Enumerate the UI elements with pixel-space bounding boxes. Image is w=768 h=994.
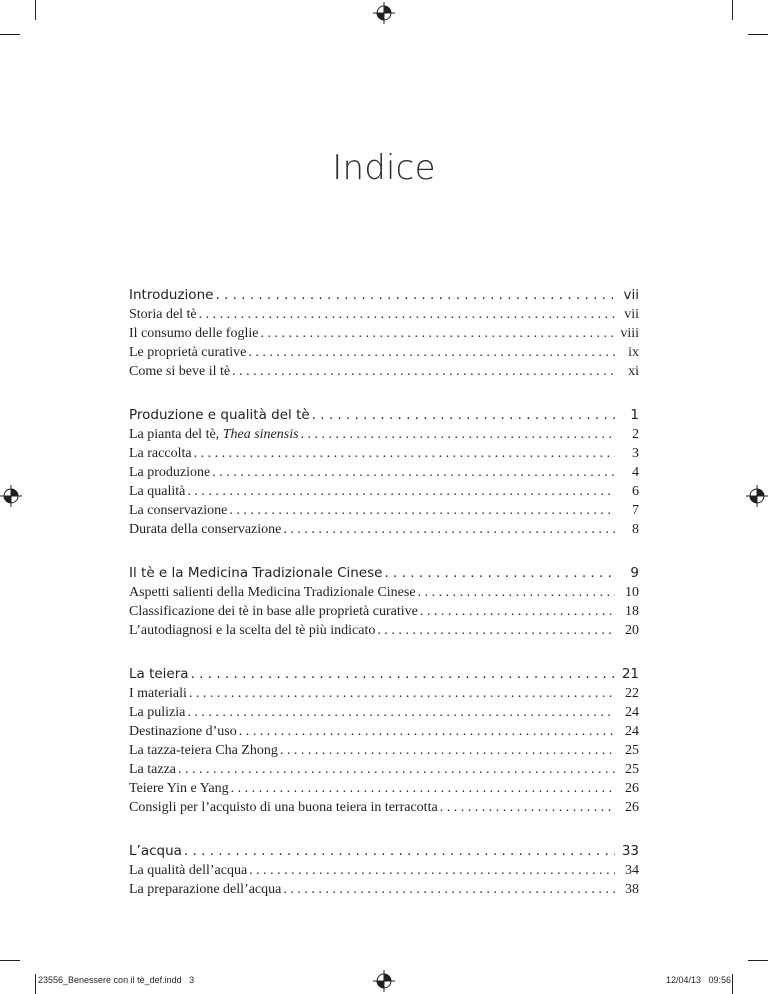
toc-entry-label-italic: Thea sinensis (222, 427, 299, 442)
toc-page-number: 18 (625, 604, 639, 619)
crop-mark-bottom-right-h (748, 960, 768, 961)
toc-entry[interactable] (129, 482, 639, 501)
toc-entry-label (129, 779, 229, 798)
toc-entry[interactable] (129, 741, 639, 760)
toc-entry-label (129, 362, 230, 381)
toc-entry-label (129, 722, 237, 741)
toc-page-number: 1 (630, 407, 639, 423)
toc-entry-label (129, 798, 438, 817)
dot-leader (212, 463, 615, 482)
toc-entry[interactable] (129, 425, 639, 444)
dot-leader (418, 583, 615, 602)
toc-chapter-entry[interactable] (129, 665, 639, 684)
registration-mark-icon (373, 2, 395, 24)
toc-entry-label-text: Il consumo delle foglie (129, 326, 259, 341)
dot-leader (231, 779, 615, 798)
toc-entry-label (129, 880, 281, 899)
dot-leader (377, 621, 615, 640)
toc-entry-label-text: I materiali (129, 686, 187, 701)
toc-page-number: 26 (625, 781, 639, 796)
toc-entry-label (129, 564, 382, 583)
toc-entry[interactable] (129, 520, 639, 539)
toc-entry-label (129, 861, 247, 880)
toc-entry[interactable] (129, 444, 639, 463)
page-title: Indice (332, 148, 436, 188)
toc-page-number: 33 (621, 843, 639, 859)
toc-entry-label (129, 324, 258, 343)
toc-entry-label (129, 665, 189, 684)
toc-entry-label (129, 684, 187, 703)
toc-entry-label-text: La preparazione dell’acqua (129, 882, 282, 897)
toc-chapter-entry[interactable] (129, 842, 639, 861)
toc-entry[interactable] (129, 621, 639, 640)
dot-leader (283, 880, 615, 899)
toc-entry-label-text: Introduzione (129, 287, 214, 303)
toc-entry-label (129, 305, 197, 324)
dot-leader (420, 602, 615, 621)
toc-entry-label-text: Le proprietà curative (129, 345, 247, 360)
toc-entry-label-text: La conservazione (129, 503, 228, 518)
toc-entry-label-text: Classificazione dei tè in base alle proprietà curative (129, 604, 418, 619)
toc-chapter-entry[interactable] (129, 286, 639, 305)
toc-entry-label (129, 703, 185, 722)
toc-entry-label-text: La pulizia (129, 705, 186, 720)
dot-leader (312, 406, 615, 425)
registration-mark-icon (373, 970, 395, 992)
dot-leader (191, 665, 615, 684)
dot-leader (384, 564, 615, 583)
toc-entry[interactable] (129, 324, 639, 343)
toc-entry-label (129, 741, 278, 760)
toc-page-number: 22 (625, 686, 639, 701)
toc-entry[interactable] (129, 602, 639, 621)
toc-entry-label (129, 406, 310, 425)
toc-page-number: 4 (632, 465, 639, 480)
toc-entry-label-text: La raccolta (129, 446, 192, 461)
toc-entry-label-text: Durata della conservazione (129, 522, 282, 537)
dot-leader (215, 286, 615, 305)
toc-section (129, 665, 639, 817)
dot-leader (280, 741, 615, 760)
registration-mark-icon (746, 485, 768, 507)
toc-entry-label (129, 482, 185, 501)
toc-entry-label (129, 602, 418, 621)
toc-entry[interactable] (129, 861, 639, 880)
toc-section (129, 842, 639, 899)
toc-page-number: 34 (625, 863, 639, 878)
toc-entry-label-text: Produzione e qualità del tè (129, 407, 310, 423)
toc-page-number: vii (624, 307, 639, 322)
toc-entry-label-text: Destinazione d’uso (129, 724, 237, 739)
toc-page-number: xi (628, 364, 639, 379)
toc-section (129, 406, 639, 539)
toc-entry[interactable] (129, 703, 639, 722)
table-of-contents (129, 286, 639, 924)
dot-leader (239, 722, 615, 741)
toc-page-number: 10 (625, 585, 639, 600)
toc-entry-label-text: La tazza-teiera Cha Zhong (129, 743, 278, 758)
toc-entry[interactable] (129, 779, 639, 798)
dot-leader (189, 684, 615, 703)
toc-entry[interactable] (129, 684, 639, 703)
toc-page-number: 8 (632, 522, 639, 537)
dot-leader (199, 305, 615, 324)
toc-entry-label (129, 760, 176, 779)
crop-mark-top-right-v (732, 0, 733, 20)
toc-entry-label (129, 520, 281, 539)
toc-page-number: 7 (632, 503, 639, 518)
toc-entry-label-text: Aspetti salienti della Medicina Tradizionale Cinese (129, 585, 416, 600)
dot-leader (187, 482, 615, 501)
toc-entry-label-text: La qualità dell’acqua (129, 863, 248, 878)
dot-leader (440, 798, 615, 817)
crop-mark-top-left-v (35, 0, 36, 20)
toc-entry-label (129, 621, 375, 640)
crop-mark-bottom-right-v (732, 974, 733, 994)
toc-entry-label-text: La produzione (129, 465, 211, 480)
toc-entry-label-text: Come si beve il tè (129, 364, 231, 379)
toc-entry-label (129, 501, 227, 520)
toc-page-number: 2 (632, 427, 639, 442)
toc-entry[interactable] (129, 880, 639, 899)
toc-entry[interactable] (129, 305, 639, 324)
crop-mark-bottom-left-v (35, 974, 36, 994)
toc-entry-label-text: La qualità (129, 484, 186, 499)
toc-entry[interactable] (129, 798, 639, 817)
toc-page-number: 25 (625, 743, 639, 758)
toc-entry-label (129, 425, 299, 444)
footer-file-name: 23556_Benessere con il tè_def.indd 3 (38, 975, 195, 985)
toc-section (129, 564, 639, 640)
toc-entry[interactable] (129, 722, 639, 741)
toc-entry-label (129, 842, 182, 861)
toc-chapter-entry[interactable] (129, 564, 639, 583)
dot-leader (248, 343, 615, 362)
toc-entry-label-text: Il tè e la Medicina Tradizionale Cinese (129, 565, 383, 581)
dot-leader (260, 324, 615, 343)
dot-leader (232, 362, 615, 381)
toc-page-number: 24 (625, 724, 639, 739)
toc-entry-label-text: La tazza (129, 762, 177, 777)
toc-chapter-entry[interactable] (129, 406, 639, 425)
toc-entry-label (129, 463, 210, 482)
toc-page-number: 24 (625, 705, 639, 720)
toc-page-number: 20 (625, 623, 639, 638)
footer-date: 12/04/13 09:56 (665, 975, 731, 985)
toc-page-number: 26 (625, 800, 639, 815)
toc-entry-label-text: Storia del tè (129, 307, 197, 322)
crop-mark-top-right-h (748, 34, 768, 35)
dot-leader (283, 520, 615, 539)
dot-leader (229, 501, 615, 520)
toc-page-number: vii (623, 287, 639, 303)
toc-entry[interactable] (129, 463, 639, 482)
toc-entry[interactable] (129, 583, 639, 602)
toc-entry[interactable] (129, 362, 639, 381)
toc-entry-label-text: Teiere Yin e Yang (129, 781, 229, 796)
toc-entry-label (129, 343, 246, 362)
toc-page-number: 21 (621, 666, 639, 682)
registration-mark-icon (0, 485, 22, 507)
toc-page-number: 25 (625, 762, 639, 777)
dot-leader (249, 861, 615, 880)
toc-page-number: 38 (625, 882, 639, 897)
crop-mark-bottom-left-h (0, 960, 20, 961)
toc-page-number: 9 (630, 565, 639, 581)
toc-entry[interactable] (129, 501, 639, 520)
crop-mark-top-left-h (0, 34, 20, 35)
dot-leader (178, 760, 615, 779)
toc-entry[interactable] (129, 760, 639, 779)
toc-entry-label (129, 583, 416, 602)
toc-entry-label (129, 444, 192, 463)
toc-entry-label-text: Consigli per l’acquisto di una buona teiera in terracotta (129, 800, 438, 815)
toc-page-number: viii (620, 326, 639, 341)
dot-leader (301, 425, 615, 444)
toc-entry-label-text: La pianta del tè, (129, 427, 223, 442)
toc-page-number: ix (628, 345, 639, 360)
toc-entry-label-text: L’autodiagnosi e la scelta del tè più indicato (129, 623, 376, 638)
toc-entry-label-text: La teiera (129, 666, 189, 682)
dot-leader (187, 703, 615, 722)
toc-entry-label (129, 286, 213, 305)
toc-section (129, 286, 639, 381)
toc-page-number: 3 (632, 446, 639, 461)
toc-entry-label-text: L’acqua (129, 843, 182, 859)
dot-leader (194, 444, 615, 463)
toc-page-number: 6 (632, 484, 639, 499)
toc-entry[interactable] (129, 343, 639, 362)
dot-leader (184, 842, 615, 861)
